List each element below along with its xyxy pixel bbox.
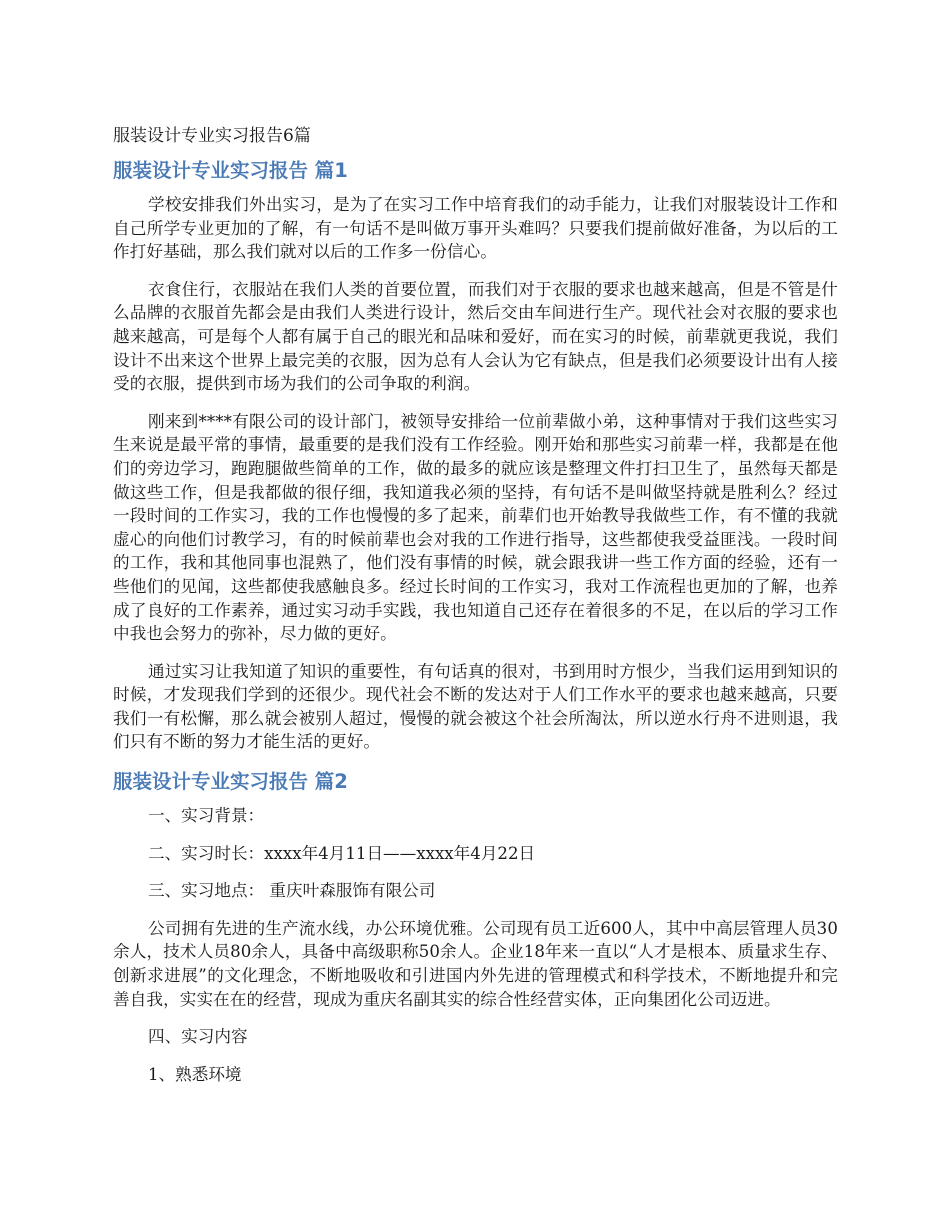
section-2-item-duration: 二、实习时长：xxxx年4月11日——xxxx年4月22日	[148, 843, 536, 863]
section-heading-1: 服装设计专业实习报告 篇1	[113, 159, 348, 182]
section-1-paragraph-3: 刚来到****有限公司的设计部门，被领导安排给一位前辈做小弟，这种事情对于我们这些实习生来说是最平常的事情，最重要的是我们没有工作经验。刚开始和那些实习前辈一样，我都是在他们的旁边学习，跑跑腿做些简单的工作，做的最多的就应该是整理文件打扫卫生了，虽然每天都是做这些工作，但是我都做的很仔细，我知道我必须的坚持，有句话不是叫做坚持就是胜利么？经过一段时间的工作实习，我的工作也慢慢的多了起来，前辈们也开始教导我做些工作，有不懂的我就虚心的向他们讨教学习，有的时候前辈也会对我的工作进行指导，这些都使我受益匪浅。一段时间的工作，我和其他同事也混熟了，他们没有事情的时候，就会跟我讲一些工作方面的经验，还有一些他们的见闻，这些都使我感触良多。经过长时间的工作实习，我对工作流程也更加的了解，也养成了良好的工作素养，通过实习动手实践，我也知道自己还存在着很多的不足，在以后的学习工作中我也会努力的弥补，尽力做的更好。	[113, 411, 838, 644]
section-heading-2: 服装设计专业实习报告 篇2	[113, 770, 348, 794]
section-2-company-paragraph: 公司拥有先进的生产流水线，办公环境优雅。公司现有员工近600人，其中中高层管理人员30余人，技术人员80余人，具备中高级职称50余人。企业18年来一直以“人才是根本、质量求生存、创新求进展”的文化理念，不断地吸收和引进国内外先进的管理模式和科学技术，不断地提升和完善自我，实实在在的经营，现成为重庆名副其实的综合性经营实体，正向集团化公司迈进。	[113, 918, 838, 1009]
document-title: 服装设计专业实习报告6篇	[113, 126, 311, 146]
section-1-paragraph-1: 学校安排我们外出实习，是为了在实习工作中培育我们的动手能力，让我们对服装设计工作和自己所学专业更加的了解，有一句话不是叫做万事开头难吗？只要我们提前做好准备，为以后的工作打好基础，那么我们就对以后的工作多一份信心。	[113, 195, 838, 262]
section-1-paragraph-4: 通过实习让我知道了知识的重要性，有句话真的很对，书到用时方恨少，当我们运用到知识的时候，才发现我们学到的还很少。现代社会不断的发达对于人们工作水平的要求也越来越高，只要我们一有松懈，那么就会被别人超过，慢慢的就会被这个社会所淘汰，所以逆水行舟不进则退，我们只有不断的努力才能生活的更好。	[113, 661, 838, 752]
section-2-item-background: 一、实习背景：	[148, 806, 265, 826]
section-2-item-familiarize: 1、熟悉环境	[148, 1064, 242, 1084]
section-2-item-location: 三、实习地点： 重庆叶森服饰有限公司	[148, 881, 436, 901]
section-2-item-content: 四、实习内容	[148, 1027, 248, 1047]
section-1-paragraph-2: 衣食住行，衣服站在我们人类的首要位置，而我们对于衣服的要求也越来越高，但是不管是什么品牌的衣服首先都会是由我们人类进行设计，然后交由车间进行生产。现代社会对衣服的要求也越来越高，可是每个人都有属于自己的眼光和品味和爱好，而在实习的时候，前辈就更我说，我们设计不出来这个世界上最完美的衣服，因为总有人会认为它有缺点，但是我们必须要设计出有人接受的衣服，提供到市场为我们的公司争取的利润。	[113, 279, 838, 394]
document-body	[113, 123, 838, 1100]
